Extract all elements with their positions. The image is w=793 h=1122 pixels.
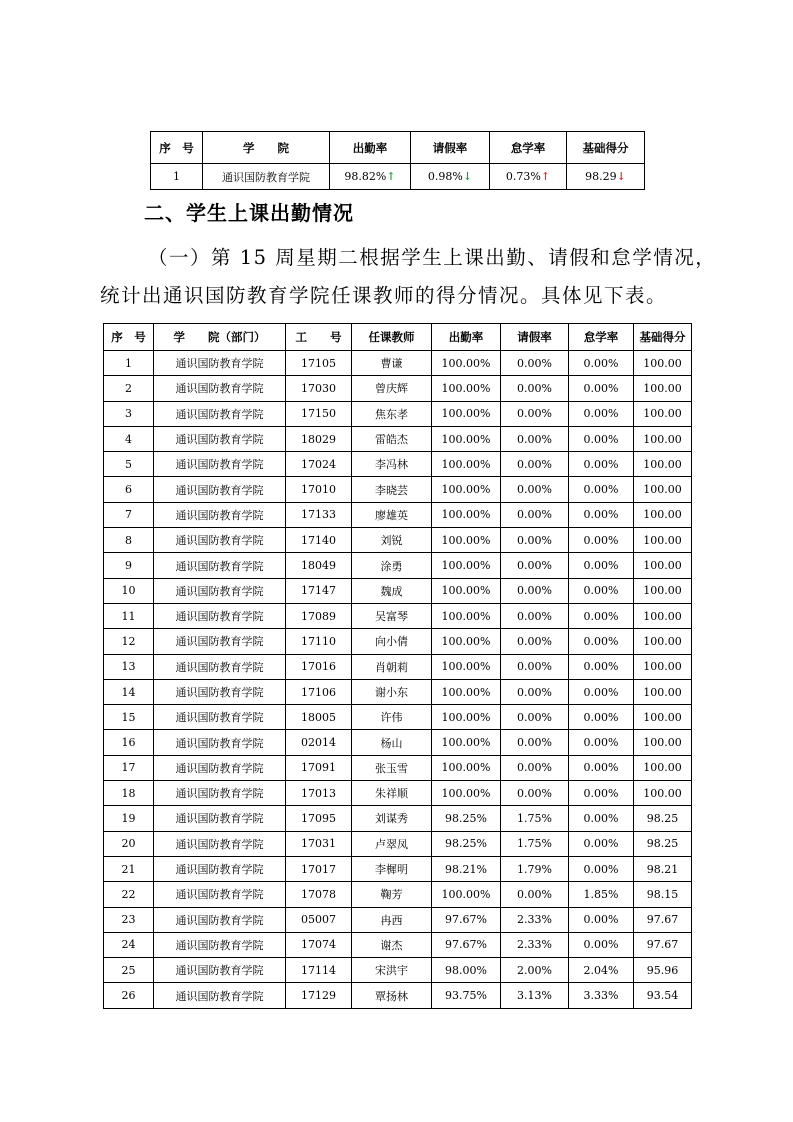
cell-teacher: 卢翠凤 — [352, 831, 432, 856]
cell-teacher: 刘锐 — [352, 528, 432, 553]
cell-teacher: 涂勇 — [352, 553, 432, 578]
table-row — [104, 452, 692, 477]
cell-score: 100.00 — [634, 401, 692, 426]
cell-staff-id: 17147 — [286, 578, 352, 603]
cell-staff-id: 17105 — [286, 351, 352, 376]
table-row — [104, 553, 692, 578]
cell-college: 通识国防教育学院 — [154, 401, 286, 426]
cell-college: 通识国防教育学院 — [154, 907, 286, 932]
cell-leave: 0.00% — [501, 654, 569, 679]
cell-staff-id: 17095 — [286, 806, 352, 831]
cell-teacher: 杨山 — [352, 730, 432, 755]
table-row — [104, 907, 692, 932]
cell-attendance: 100.00% — [432, 755, 501, 780]
cell-score: 100.00 — [634, 781, 692, 806]
cell-truancy: 0.00% — [569, 578, 634, 603]
cell-staff-id: 05007 — [286, 907, 352, 932]
cell-leave: 0.00% — [501, 452, 569, 477]
cell-index: 26 — [104, 983, 154, 1008]
table-row — [104, 856, 692, 881]
cell-staff-id: 17089 — [286, 603, 352, 628]
cell-leave: 1.79% — [501, 856, 569, 881]
cell-teacher: 刘谋秀 — [352, 806, 432, 831]
cell-truancy: 0.00% — [569, 654, 634, 679]
cell-college: 通识国防教育学院 — [154, 831, 286, 856]
summary-attendance: 98.82% — [344, 170, 387, 183]
cell-truancy: 0.00% — [569, 907, 634, 932]
cell-score: 98.21 — [634, 856, 692, 881]
arrow-down-icon: ↓ — [462, 170, 473, 183]
cell-college: 通识国防教育学院 — [154, 654, 286, 679]
cell-college: 通识国防教育学院 — [154, 351, 286, 376]
cell-attendance: 100.00% — [432, 578, 501, 603]
cell-index: 11 — [104, 603, 154, 628]
cell-teacher: 冉西 — [352, 907, 432, 932]
cell-teacher: 雷皓杰 — [352, 426, 432, 451]
cell-leave: 0.00% — [501, 781, 569, 806]
detail-table — [103, 323, 692, 1009]
cell-index: 20 — [104, 831, 154, 856]
cell-truancy: 0.00% — [569, 401, 634, 426]
cell-attendance: 97.67% — [432, 907, 501, 932]
cell-college: 通识国防教育学院 — [154, 603, 286, 628]
table-row — [104, 629, 692, 654]
cell-attendance: 100.00% — [432, 452, 501, 477]
cell-score: 100.00 — [634, 654, 692, 679]
cell-staff-id: 17129 — [286, 983, 352, 1008]
cell-staff-id: 17078 — [286, 882, 352, 907]
summary-truancy-cell — [490, 164, 567, 190]
cell-attendance: 100.00% — [432, 528, 501, 553]
cell-college: 通识国防教育学院 — [154, 502, 286, 527]
cell-teacher: 魏成 — [352, 578, 432, 603]
detail-header-college: 学 院（部门） — [154, 324, 286, 351]
cell-leave: 1.75% — [501, 806, 569, 831]
cell-teacher: 宋洪宇 — [352, 958, 432, 983]
cell-teacher: 朱祥顺 — [352, 781, 432, 806]
table-row — [104, 730, 692, 755]
cell-teacher: 焦东孝 — [352, 401, 432, 426]
cell-leave: 0.00% — [501, 351, 569, 376]
table-row — [104, 502, 692, 527]
cell-score: 100.00 — [634, 452, 692, 477]
table-row — [104, 705, 692, 730]
cell-index: 2 — [104, 376, 154, 401]
cell-index: 13 — [104, 654, 154, 679]
detail-header-leave: 请假率 — [501, 324, 569, 351]
cell-teacher: 许伟 — [352, 705, 432, 730]
cell-attendance: 98.00% — [432, 958, 501, 983]
cell-score: 97.67 — [634, 907, 692, 932]
table-row — [104, 654, 692, 679]
cell-truancy: 2.04% — [569, 958, 634, 983]
detail-header-index: 序 号 — [104, 324, 154, 351]
cell-index: 5 — [104, 452, 154, 477]
cell-college: 通识国防教育学院 — [154, 705, 286, 730]
cell-attendance: 100.00% — [432, 477, 501, 502]
cell-teacher: 谢杰 — [352, 932, 432, 957]
cell-index: 23 — [104, 907, 154, 932]
cell-score: 100.00 — [634, 426, 692, 451]
summary-header-score: 基础得分 — [567, 132, 645, 164]
cell-attendance: 100.00% — [432, 376, 501, 401]
cell-staff-id: 17017 — [286, 856, 352, 881]
cell-truancy: 0.00% — [569, 351, 634, 376]
cell-index: 4 — [104, 426, 154, 451]
cell-attendance: 100.00% — [432, 882, 501, 907]
cell-college: 通识国防教育学院 — [154, 629, 286, 654]
table-row — [104, 983, 692, 1008]
section-paragraph-line1: （一）第 15 周星期二根据学生上课出勤、请假和怠学情况， — [148, 246, 717, 269]
cell-index: 1 — [104, 351, 154, 376]
cell-truancy: 0.00% — [569, 426, 634, 451]
table-row — [104, 603, 692, 628]
cell-leave: 0.00% — [501, 705, 569, 730]
cell-staff-id: 17106 — [286, 679, 352, 704]
cell-staff-id: 17150 — [286, 401, 352, 426]
cell-college: 通识国防教育学院 — [154, 452, 286, 477]
detail-header-truancy: 怠学率 — [569, 324, 634, 351]
cell-truancy: 0.00% — [569, 730, 634, 755]
cell-score: 98.15 — [634, 882, 692, 907]
cell-attendance: 93.75% — [432, 983, 501, 1008]
cell-attendance: 100.00% — [432, 730, 501, 755]
cell-attendance: 100.00% — [432, 553, 501, 578]
detail-header-score: 基础得分 — [634, 324, 692, 351]
cell-truancy: 0.00% — [569, 502, 634, 527]
section-heading: 二、学生上课出勤情况 — [144, 201, 354, 225]
cell-attendance: 100.00% — [432, 603, 501, 628]
cell-college: 通识国防教育学院 — [154, 679, 286, 704]
cell-leave: 0.00% — [501, 502, 569, 527]
cell-leave: 0.00% — [501, 477, 569, 502]
summary-leave: 0.98% — [427, 170, 463, 183]
cell-index: 8 — [104, 528, 154, 553]
cell-staff-id: 17110 — [286, 629, 352, 654]
cell-truancy: 0.00% — [569, 856, 634, 881]
summary-score-cell — [567, 164, 645, 190]
cell-staff-id: 17024 — [286, 452, 352, 477]
table-row — [104, 426, 692, 451]
detail-header-row — [104, 324, 692, 351]
table-row — [104, 578, 692, 603]
cell-staff-id: 17031 — [286, 831, 352, 856]
summary-attendance-cell — [330, 164, 411, 190]
cell-staff-id: 17013 — [286, 781, 352, 806]
cell-teacher: 张玉雪 — [352, 755, 432, 780]
cell-leave: 1.75% — [501, 831, 569, 856]
cell-teacher: 吴富琴 — [352, 603, 432, 628]
cell-truancy: 0.00% — [569, 679, 634, 704]
cell-college: 通识国防教育学院 — [154, 477, 286, 502]
cell-truancy: 0.00% — [569, 629, 634, 654]
cell-truancy: 0.00% — [569, 932, 634, 957]
cell-staff-id: 17016 — [286, 654, 352, 679]
cell-score: 95.96 — [634, 958, 692, 983]
cell-score: 100.00 — [634, 553, 692, 578]
cell-college: 通识国防教育学院 — [154, 856, 286, 881]
cell-score: 100.00 — [634, 578, 692, 603]
cell-attendance: 100.00% — [432, 705, 501, 730]
cell-teacher: 谢小东 — [352, 679, 432, 704]
cell-score: 97.67 — [634, 932, 692, 957]
table-row — [104, 477, 692, 502]
cell-attendance: 98.25% — [432, 806, 501, 831]
cell-index: 24 — [104, 932, 154, 957]
cell-index: 12 — [104, 629, 154, 654]
cell-college: 通识国防教育学院 — [154, 528, 286, 553]
cell-staff-id: 18049 — [286, 553, 352, 578]
cell-attendance: 100.00% — [432, 781, 501, 806]
cell-score: 100.00 — [634, 603, 692, 628]
cell-attendance: 100.00% — [432, 629, 501, 654]
cell-attendance: 100.00% — [432, 502, 501, 527]
cell-score: 98.25 — [634, 806, 692, 831]
table-row — [104, 401, 692, 426]
arrow-up-icon: ↑ — [386, 170, 396, 183]
table-row — [104, 376, 692, 401]
table-row — [104, 528, 692, 553]
detail-header-staff-id: 工 号 — [286, 324, 352, 351]
detail-body — [104, 351, 692, 1009]
cell-truancy: 0.00% — [569, 452, 634, 477]
cell-score: 100.00 — [634, 705, 692, 730]
section-paragraph-line2: 统计出通识国防教育学院任课教师的得分情况。具体见下表。 — [100, 284, 668, 307]
cell-truancy: 0.00% — [569, 603, 634, 628]
cell-score: 100.00 — [634, 376, 692, 401]
detail-header-teacher: 任课教师 — [352, 324, 432, 351]
cell-leave: 2.33% — [501, 932, 569, 957]
cell-truancy: 0.00% — [569, 553, 634, 578]
cell-score: 100.00 — [634, 730, 692, 755]
cell-college: 通识国防教育学院 — [154, 806, 286, 831]
cell-index: 10 — [104, 578, 154, 603]
cell-leave: 0.00% — [501, 376, 569, 401]
cell-attendance: 97.67% — [432, 932, 501, 957]
cell-truancy: 3.33% — [569, 983, 634, 1008]
summary-row — [151, 164, 645, 190]
cell-truancy: 1.85% — [569, 882, 634, 907]
cell-teacher: 覃扬林 — [352, 983, 432, 1008]
summary-header-leave: 请假率 — [411, 132, 490, 164]
cell-index: 25 — [104, 958, 154, 983]
cell-attendance: 100.00% — [432, 679, 501, 704]
cell-attendance: 100.00% — [432, 654, 501, 679]
summary-index: 1 — [151, 164, 203, 190]
cell-teacher: 肖朝莉 — [352, 654, 432, 679]
cell-attendance: 100.00% — [432, 351, 501, 376]
cell-attendance: 98.25% — [432, 831, 501, 856]
cell-college: 通识国防教育学院 — [154, 983, 286, 1008]
cell-score: 100.00 — [634, 351, 692, 376]
cell-score: 100.00 — [634, 679, 692, 704]
cell-teacher: 曹谦 — [352, 351, 432, 376]
cell-attendance: 100.00% — [432, 426, 501, 451]
cell-staff-id: 17010 — [286, 477, 352, 502]
summary-header-college: 学 院 — [203, 132, 330, 164]
cell-leave: 0.00% — [501, 603, 569, 628]
cell-staff-id: 17140 — [286, 528, 352, 553]
cell-leave: 3.13% — [501, 983, 569, 1008]
cell-teacher: 李晓芸 — [352, 477, 432, 502]
cell-truancy: 0.00% — [569, 806, 634, 831]
table-row — [104, 882, 692, 907]
cell-score: 100.00 — [634, 755, 692, 780]
cell-staff-id: 02014 — [286, 730, 352, 755]
cell-college: 通识国防教育学院 — [154, 426, 286, 451]
cell-college: 通识国防教育学院 — [154, 578, 286, 603]
cell-index: 18 — [104, 781, 154, 806]
cell-leave: 0.00% — [501, 730, 569, 755]
cell-leave: 0.00% — [501, 426, 569, 451]
summary-leave-cell — [411, 164, 490, 190]
cell-leave: 0.00% — [501, 882, 569, 907]
cell-leave: 0.00% — [501, 401, 569, 426]
cell-index: 21 — [104, 856, 154, 881]
cell-score: 100.00 — [634, 502, 692, 527]
cell-leave: 0.00% — [501, 528, 569, 553]
cell-score: 100.00 — [634, 477, 692, 502]
arrow-up-icon: ↑ — [540, 170, 551, 183]
cell-index: 17 — [104, 755, 154, 780]
cell-college: 通识国防教育学院 — [154, 730, 286, 755]
table-row — [104, 679, 692, 704]
table-row — [104, 351, 692, 376]
summary-college: 通识国防教育学院 — [203, 164, 330, 190]
cell-attendance: 100.00% — [432, 401, 501, 426]
cell-truancy: 0.00% — [569, 528, 634, 553]
cell-index: 19 — [104, 806, 154, 831]
cell-index: 3 — [104, 401, 154, 426]
table-row — [104, 806, 692, 831]
cell-score: 93.54 — [634, 983, 692, 1008]
cell-staff-id: 18005 — [286, 705, 352, 730]
table-row — [104, 831, 692, 856]
cell-leave: 0.00% — [501, 629, 569, 654]
cell-leave: 0.00% — [501, 679, 569, 704]
summary-table — [150, 131, 645, 190]
cell-truancy: 0.00% — [569, 477, 634, 502]
table-row — [104, 958, 692, 983]
cell-leave: 2.00% — [501, 958, 569, 983]
cell-leave: 0.00% — [501, 755, 569, 780]
cell-leave: 2.33% — [501, 907, 569, 932]
cell-truancy: 0.00% — [569, 376, 634, 401]
cell-score: 100.00 — [634, 528, 692, 553]
cell-college: 通识国防教育学院 — [154, 781, 286, 806]
cell-truancy: 0.00% — [569, 781, 634, 806]
cell-college: 通识国防教育学院 — [154, 755, 286, 780]
cell-leave: 0.00% — [501, 578, 569, 603]
cell-index: 14 — [104, 679, 154, 704]
detail-header-attendance: 出勤率 — [432, 324, 501, 351]
summary-header-index: 序 号 — [151, 132, 203, 164]
cell-index: 9 — [104, 553, 154, 578]
cell-staff-id: 17133 — [286, 502, 352, 527]
cell-index: 7 — [104, 502, 154, 527]
cell-teacher: 向小倩 — [352, 629, 432, 654]
cell-leave: 0.00% — [501, 553, 569, 578]
cell-college: 通识国防教育学院 — [154, 376, 286, 401]
cell-staff-id: 18029 — [286, 426, 352, 451]
summary-header-truancy: 怠学率 — [490, 132, 567, 164]
cell-college: 通识国防教育学院 — [154, 958, 286, 983]
cell-staff-id: 17074 — [286, 932, 352, 957]
cell-score: 100.00 — [634, 629, 692, 654]
summary-truancy: 0.73% — [505, 170, 541, 183]
summary-header-attendance: 出勤率 — [330, 132, 411, 164]
summary-score: 98.29 — [585, 170, 617, 183]
cell-teacher: 曾庆辉 — [352, 376, 432, 401]
cell-truancy: 0.00% — [569, 755, 634, 780]
cell-attendance: 98.21% — [432, 856, 501, 881]
cell-index: 15 — [104, 705, 154, 730]
cell-staff-id: 17091 — [286, 755, 352, 780]
cell-teacher: 李冯林 — [352, 452, 432, 477]
cell-staff-id: 17030 — [286, 376, 352, 401]
table-row — [104, 932, 692, 957]
cell-index: 22 — [104, 882, 154, 907]
cell-score: 98.25 — [634, 831, 692, 856]
summary-header-row — [151, 132, 645, 164]
cell-teacher: 李樨明 — [352, 856, 432, 881]
cell-college: 通识国防教育学院 — [154, 932, 286, 957]
arrow-down-icon: ↓ — [616, 170, 626, 183]
cell-staff-id: 17114 — [286, 958, 352, 983]
cell-truancy: 0.00% — [569, 705, 634, 730]
table-row — [104, 781, 692, 806]
cell-teacher: 廖雄英 — [352, 502, 432, 527]
cell-college: 通识国防教育学院 — [154, 882, 286, 907]
cell-teacher: 鞠芳 — [352, 882, 432, 907]
cell-index: 6 — [104, 477, 154, 502]
cell-truancy: 0.00% — [569, 831, 634, 856]
cell-index: 16 — [104, 730, 154, 755]
cell-college: 通识国防教育学院 — [154, 553, 286, 578]
table-row — [104, 755, 692, 780]
